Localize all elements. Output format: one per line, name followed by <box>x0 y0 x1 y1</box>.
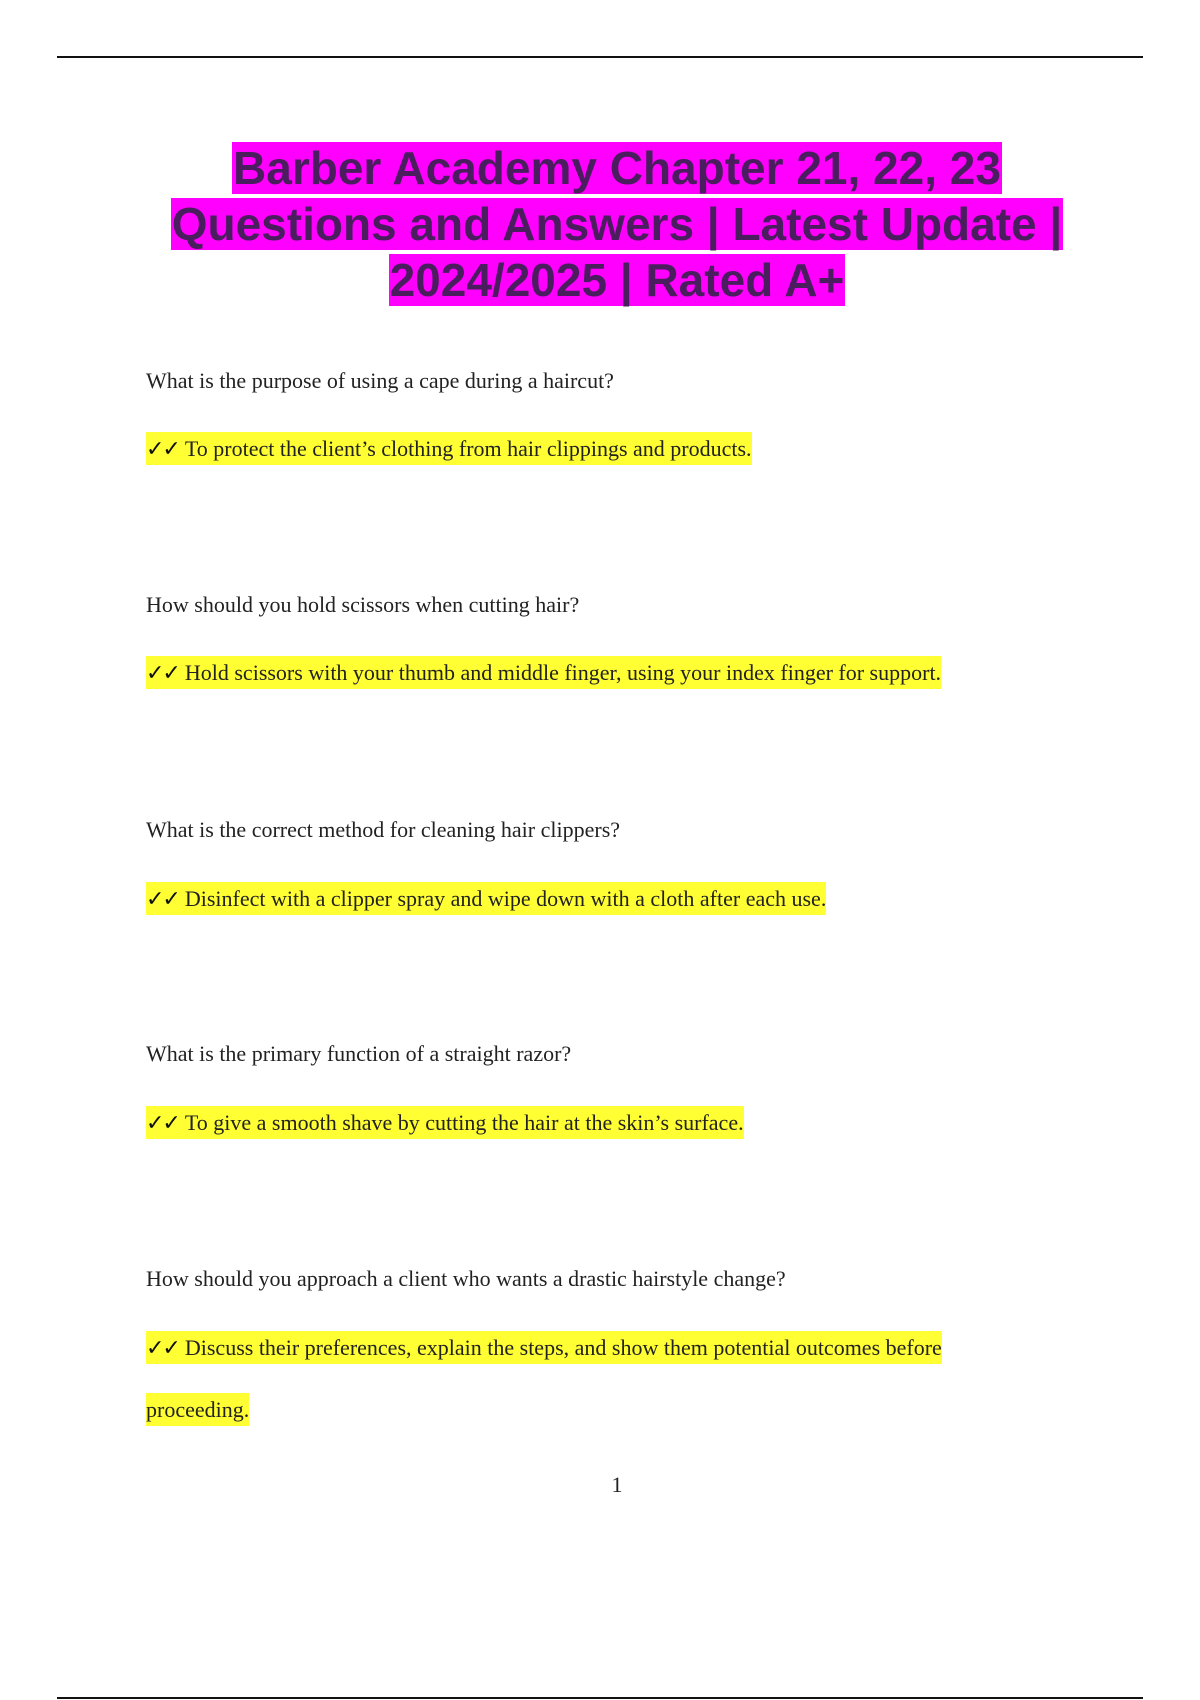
qa-item <box>146 817 1066 912</box>
title-line-1: Barber Academy Chapter 21, 22, 23 <box>233 142 1001 194</box>
answer-text <box>146 1092 1046 1154</box>
header-rule <box>57 56 1143 58</box>
answer-body: Hold scissors with your thumb and middle finger, using your index finger for support. <box>184 660 942 685</box>
answer-text <box>146 1317 1046 1440</box>
answer-body: To protect the client’s clothing from hair clippings and products. <box>184 436 752 461</box>
title-line-2: Questions and Answers | Latest Update | <box>171 198 1063 250</box>
answer-body: Disinfect with a clipper spray and wipe down with a cloth after each use. <box>184 886 827 911</box>
title-line-3: 2024/2025 | Rated A+ <box>389 254 845 306</box>
double-check-icon: ✓✓ <box>146 661 179 686</box>
question-text: What is the correct method for cleaning hair clippers? <box>146 817 621 842</box>
question-text: What is the purpose of using a cape during a haircut? <box>146 368 614 393</box>
qa-item <box>146 1041 1066 1136</box>
qa-item <box>146 368 1066 462</box>
answer-text <box>146 642 1046 704</box>
double-check-icon: ✓✓ <box>146 1111 179 1136</box>
answer-text <box>146 868 1046 930</box>
footer-rule <box>57 1697 1143 1699</box>
double-check-icon: ✓✓ <box>146 437 179 462</box>
qa-item <box>146 592 1066 686</box>
answer-body: To give a smooth shave by cutting the hair at the skin’s surface. <box>184 1110 744 1135</box>
double-check-icon: ✓✓ <box>146 1336 179 1361</box>
question-text: How should you approach a client who wants a drastic hairstyle change? <box>146 1266 786 1291</box>
question-text: How should you hold scissors when cutting hair? <box>146 592 580 617</box>
document-title <box>0 140 1200 308</box>
double-check-icon: ✓✓ <box>146 887 179 912</box>
qa-item <box>146 1266 1066 1422</box>
question-text: What is the primary function of a straight razor? <box>146 1041 572 1066</box>
page-number: 1 <box>611 1472 623 1497</box>
answer-body: Discuss their preferences, explain the steps, and show them potential outcomes before proceeding. <box>146 1335 942 1422</box>
answer-text <box>146 418 1046 480</box>
